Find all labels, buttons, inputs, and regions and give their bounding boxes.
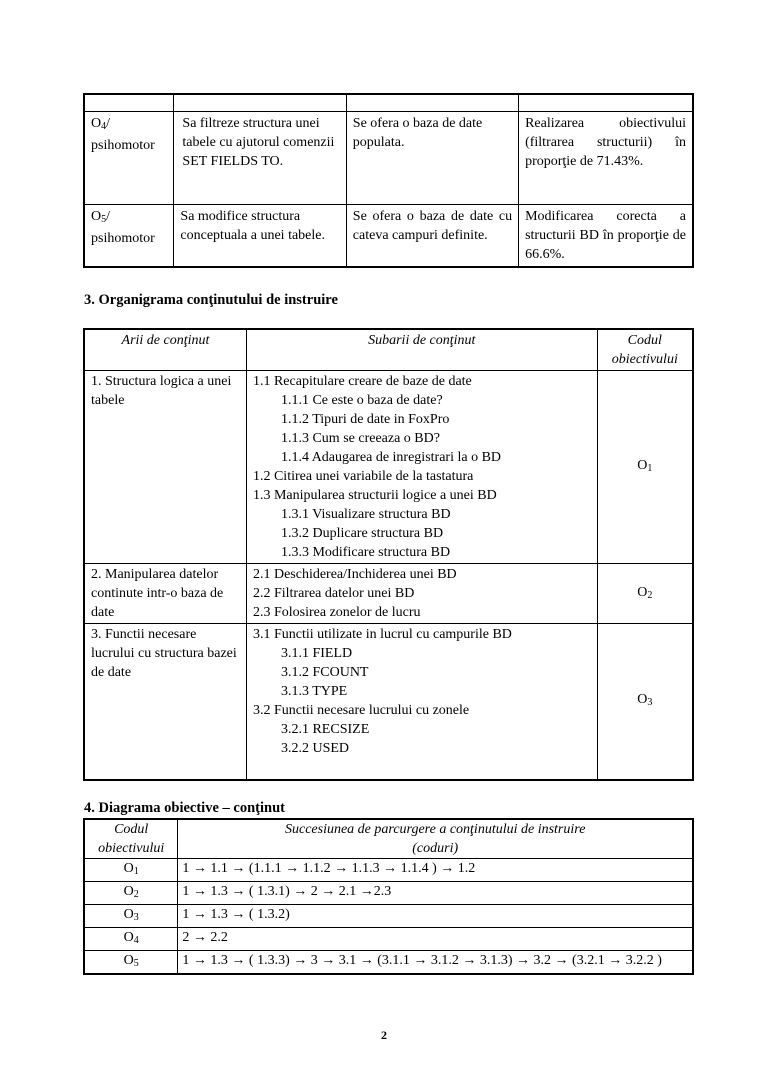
- subarea-item: 1.2 Citirea unei variabile de la tastatura: [252, 469, 474, 484]
- subarea-item: 3.2.2 USED: [280, 741, 350, 756]
- objective-code-cell: $O_5$: [84, 951, 178, 975]
- subarea-item: 1.1.3 Cum se creeaza o BD?: [280, 431, 440, 446]
- table-row: [84, 951, 693, 975]
- content-area: 3. Functii necesare lucrului cu structura bazei de date: [84, 624, 246, 780]
- subarea-item: 1.3.1 Visualizare structura BD: [280, 507, 451, 522]
- content-area: 1. Structura logica a unei tabele: [84, 371, 246, 564]
- objective-code-cell: $O_1$: [84, 859, 178, 882]
- header-objective-code: Codul obiectivului: [84, 819, 178, 859]
- objective-code-cell: $O_2$: [597, 564, 693, 624]
- table-row: [84, 112, 693, 205]
- subarea-item: 3.2 Functii necesare lucrului cu zonele: [252, 703, 470, 718]
- subarea-item: 3.1.1 FIELD: [280, 646, 353, 661]
- objective-code-cell: $O_3$: [84, 905, 178, 928]
- sequence-cell: 1 → 1.3 → ( 1.3.1) → 2 → 2.1 →2.3: [178, 882, 693, 905]
- table-row-empty: [84, 94, 693, 112]
- objective-code-cell: $O_4$: [84, 928, 178, 951]
- objective-code-cell: $O_5/$ psihomotor: [84, 205, 174, 268]
- subarea-item: 1.1 Recapitulare creare de baze de date: [252, 374, 472, 389]
- subarea-item: 3.1.2 FCOUNT: [280, 665, 369, 680]
- table-row: [84, 205, 693, 268]
- table-row: [84, 371, 693, 564]
- page-number: 2: [381, 1028, 387, 1042]
- subareas-cell: [246, 564, 597, 624]
- subarea-item: 3.1 Functii utilizate in lucrul cu campurile BD: [252, 627, 512, 642]
- content-area: 2. Manipularea datelor continute intr-o baza de date: [84, 564, 246, 624]
- criterion-cell: Modificarea corecta a structurii BD în proporţie de 66.6%.: [519, 205, 693, 268]
- sequence-cell: 1 → 1.3 → ( 1.3.3) → 3 → 3.1 → (3.1.1 → 3.1.2 → 3.1.3) → 3.2 → (3.2.1 → 3.2.2 ): [178, 951, 693, 975]
- sequence-cell: 1 → 1.1 → (1.1.1 → 1.1.2 → 1.1.3 → 1.1.4 ) → 1.2: [178, 859, 693, 882]
- objective-cell: Sa filtreze structura unei tabele cu ajutorul comenzii SET FIELDS TO.: [174, 112, 346, 205]
- table-row: [84, 905, 693, 928]
- subarea-item: 1.1.4 Adaugarea de inregistrari la o BD: [280, 450, 502, 465]
- objective-code-cell: $O_2$: [84, 882, 178, 905]
- subarea-item: 1.3.2 Duplicare structura BD: [280, 526, 444, 541]
- table-row: [84, 859, 693, 882]
- table-row: [84, 564, 693, 624]
- subarea-item: 2.2 Filtrarea datelor unei BD: [252, 586, 415, 601]
- table-row: [84, 928, 693, 951]
- condition-cell: Se ofera o baza de date cu cateva campuri definite.: [346, 205, 518, 268]
- subareas-cell: [246, 624, 597, 780]
- section-3-title: 3. Organigrama conţinutului de instruire: [84, 292, 338, 308]
- table-header-row: [84, 329, 693, 371]
- criterion-cell: Realizarea obiectivului (filtrarea structurii) în proporţie de 71.43%.: [519, 112, 693, 205]
- sequence-cell: 2 → 2.2: [178, 928, 693, 951]
- table-header-row: [84, 819, 693, 859]
- header-sequence: Succesiunea de parcurgere a conţinutului de instruire (coduri): [178, 819, 693, 859]
- objective-code-cell: $O_4/$ psihomotor: [84, 112, 174, 205]
- table-row: [84, 882, 693, 905]
- sequence-cell: 1 → 1.3 → ( 1.3.2): [178, 905, 693, 928]
- table-row: [84, 624, 693, 780]
- objectives-table: [83, 93, 694, 268]
- header-subareas: Subarii de conţinut: [246, 329, 597, 371]
- objective-code-cell: $O_1$: [597, 371, 693, 564]
- subarea-item: 2.1 Deschiderea/Inchiderea unei BD: [252, 567, 457, 582]
- subarea-item: 1.1.2 Tipuri de date in FoxPro: [280, 412, 450, 427]
- subarea-item: 1.3.3 Modificare structura BD: [280, 545, 451, 560]
- content-organigram-table: [83, 328, 694, 781]
- subareas-cell: [246, 371, 597, 564]
- objective-cell: Sa modifice structura conceptuala a unei tabele.: [174, 205, 346, 268]
- section-4-title: 4. Diagrama obiective – conţinut: [84, 800, 285, 816]
- subarea-item: 1.3 Manipularea structurii logice a unei BD: [252, 488, 497, 503]
- objective-code-cell: $O_3$: [597, 624, 693, 780]
- objectives-content-diagram-table: [83, 818, 694, 975]
- header-areas: Arii de conţinut: [84, 329, 246, 371]
- subarea-item: 3.2.1 RECSIZE: [280, 722, 370, 737]
- subarea-item: 1.1.1 Ce este o baza de date?: [280, 393, 443, 408]
- subarea-item: 3.1.3 TYPE: [280, 684, 348, 699]
- header-objective-code: Codul obiectivului: [597, 329, 693, 371]
- subarea-item: 2.3 Folosirea zonelor de lucru: [252, 605, 421, 620]
- condition-cell: Se ofera o baza de date populata.: [346, 112, 518, 205]
